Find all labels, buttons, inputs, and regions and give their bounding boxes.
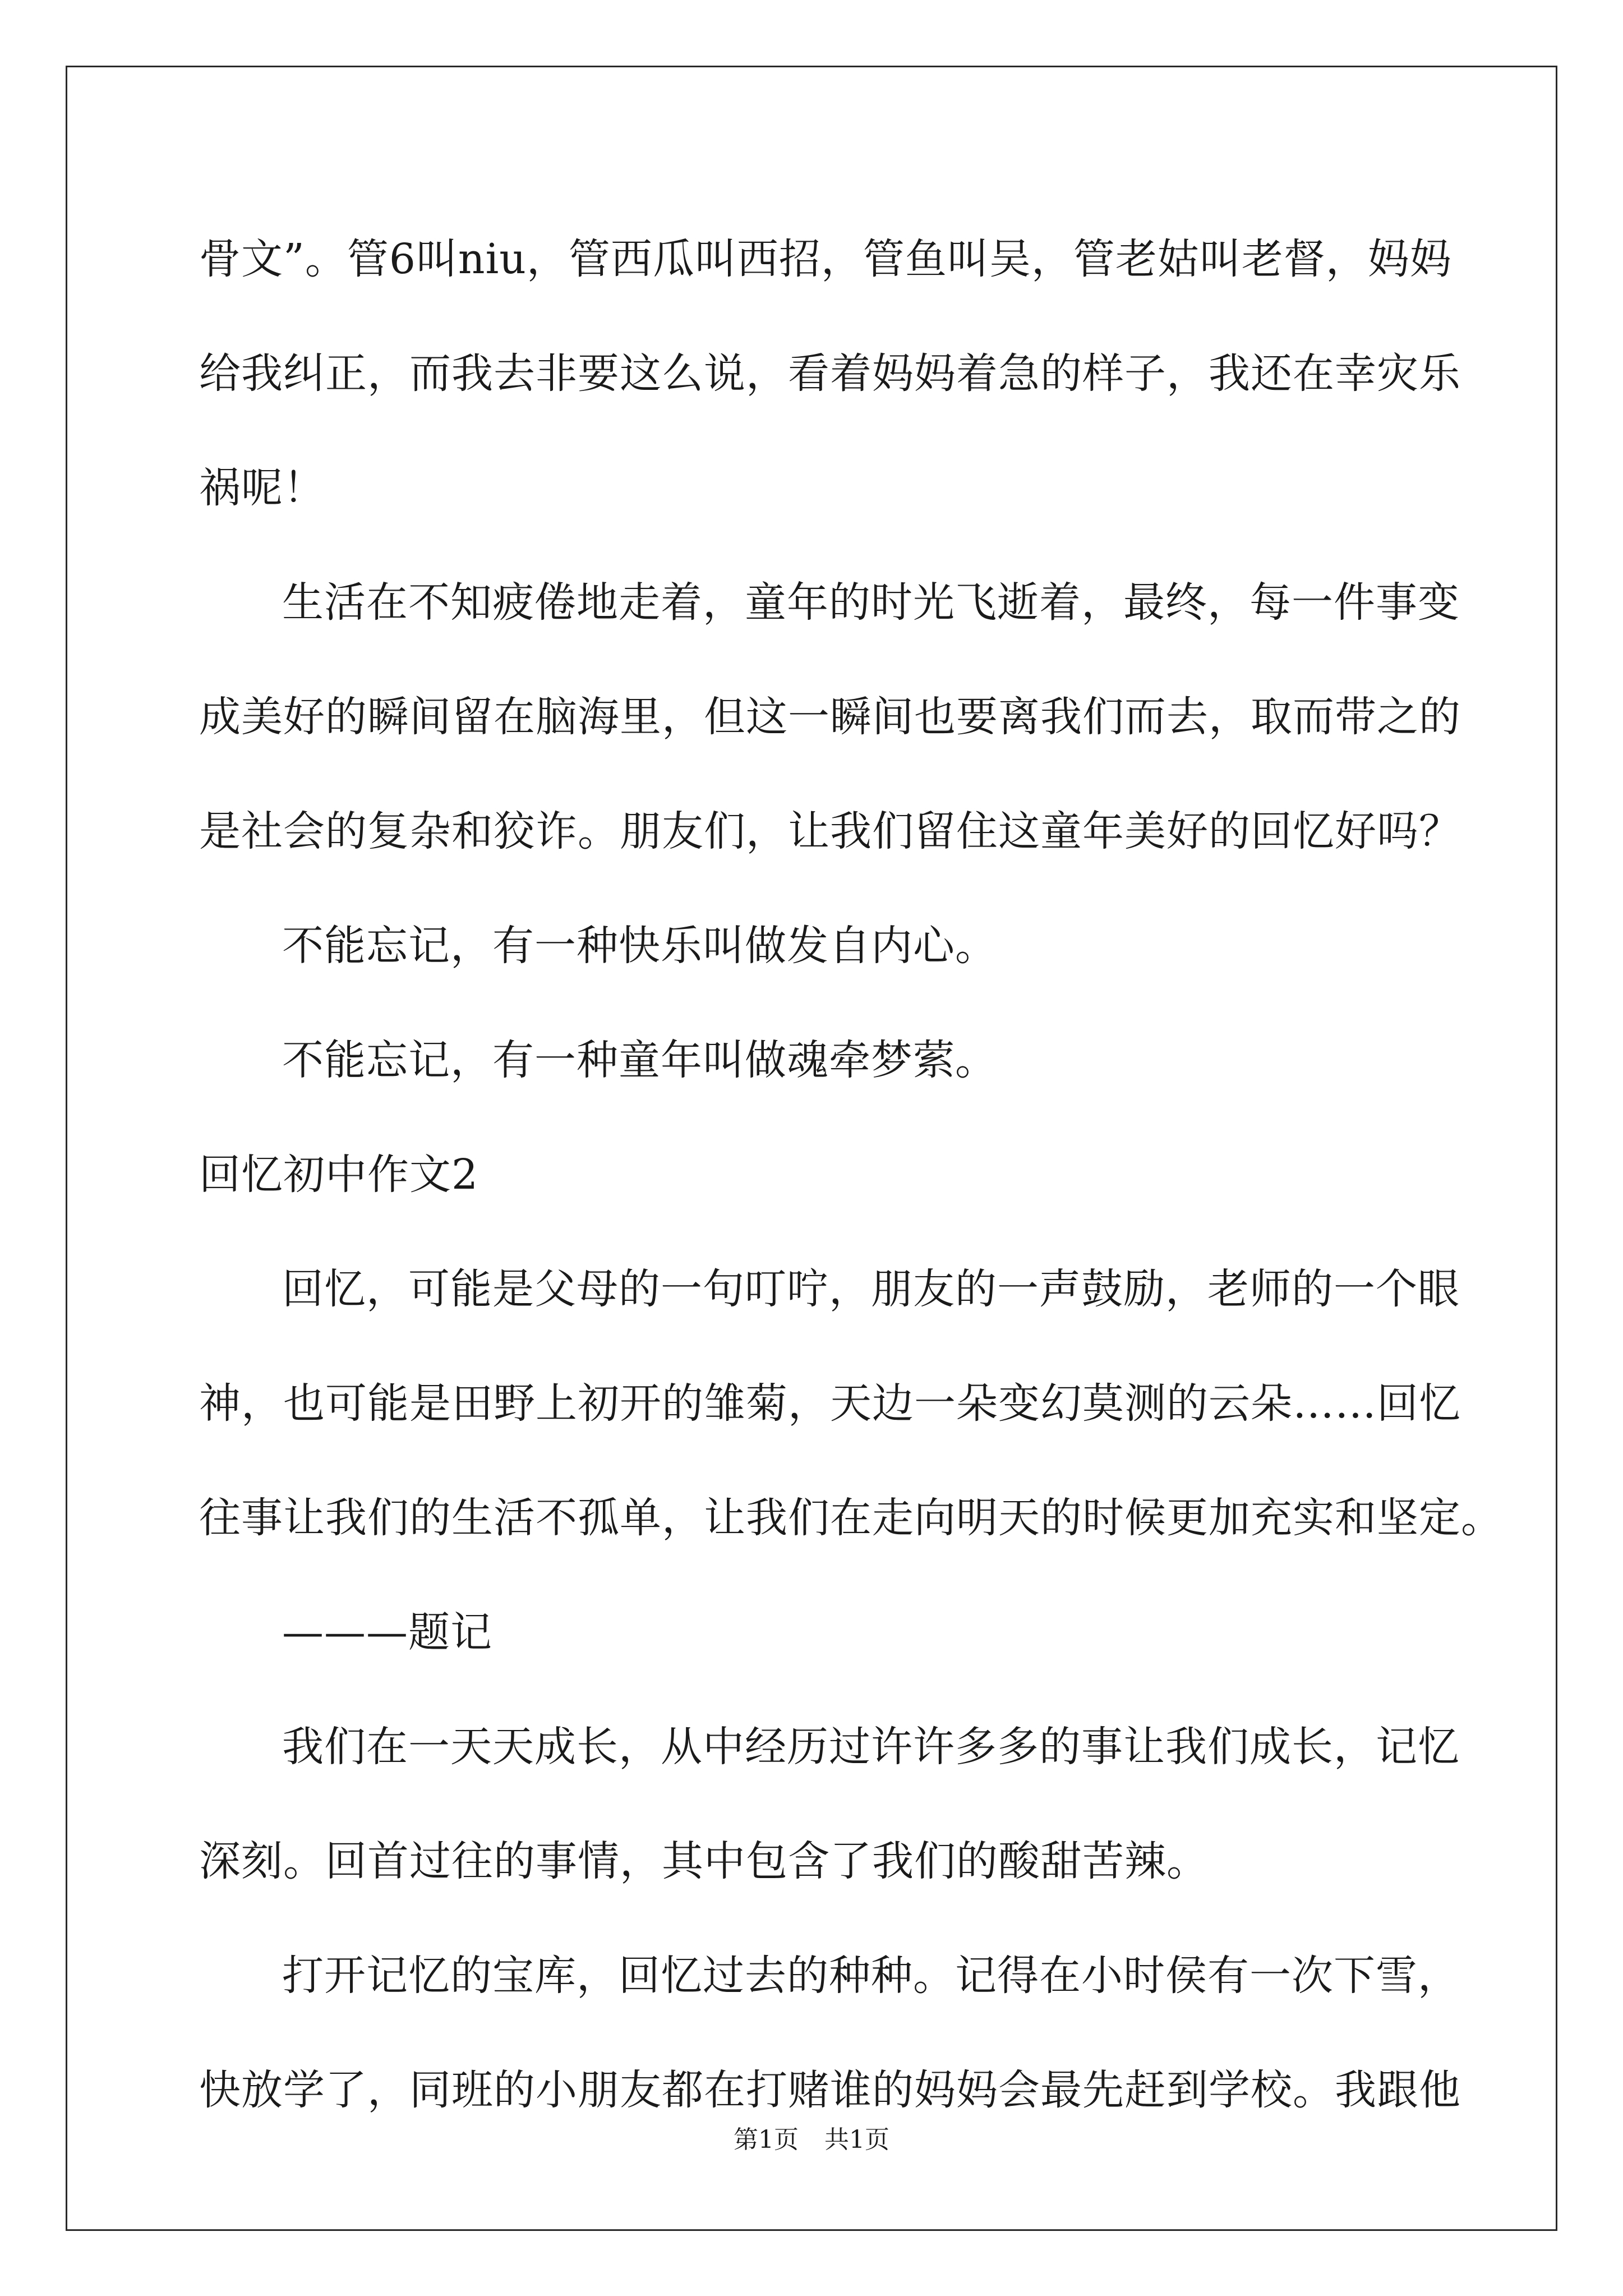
epigraph-line: ———题记: [282, 1608, 492, 1657]
text-line: 祸呢！: [199, 464, 325, 512]
text-line: 给我纠正，而我去非要这么说，看着妈妈着急的样子，我还在幸灾乐: [199, 349, 1461, 398]
document-body: [199, 202, 1503, 2147]
page-total: 共1页: [824, 2125, 889, 2154]
text-line: 往事让我们的生活不孤单，让我们在走向明天的时候更加充实和坚定。: [199, 1494, 1503, 1542]
paragraph-start-line: 打开记忆的宝库，回忆过去的种种。记得在小时侯有一次下雪，: [282, 1952, 1460, 2000]
text-line: 深刻。回首过往的事情，其中包含了我们的酸甜苦辣。: [199, 1837, 1209, 1885]
text-line: 成美好的瞬间留在脑海里，但这一瞬间也要离我们而去，取而带之的: [199, 693, 1461, 741]
text-line: 是社会的复杂和狡诈。朋友们，让我们留住这童年美好的回忆好吗？: [199, 807, 1461, 855]
text-line: 骨文”。管6叫niu，管西瓜叫西招，管鱼叫吴，管老姑叫老督，妈妈: [199, 235, 1452, 283]
paragraph-start-line: 生活在不知疲倦地走着，童年的时光飞逝着，最终，每一件事变: [282, 578, 1460, 627]
text-line: 快放学了，同班的小朋友都在打赌谁的妈妈会最先赶到学校。我跟他: [199, 2066, 1461, 2114]
paragraph-start-line: 不能忘记，有一种童年叫做魂牵梦萦。: [282, 1036, 997, 1084]
paragraph-start-line: 回忆，可能是父母的一句叮咛，朋友的一声鼓励，老师的一个眼: [282, 1265, 1460, 1313]
page-number: 第1页: [734, 2125, 799, 2154]
page-footer: [0, 2123, 1623, 2157]
text-line: 神，也可能是田野上初开的雏菊，天边一朵变幻莫测的云朵……回忆: [199, 1379, 1461, 1428]
paragraph-start-line: 不能忘记，有一种快乐叫做发自内心。: [282, 922, 997, 970]
section-heading: 回忆初中作文2: [199, 1151, 479, 1199]
paragraph-start-line: 我们在一天天成长，从中经历过许许多多的事让我们成长，记忆: [282, 1723, 1460, 1771]
